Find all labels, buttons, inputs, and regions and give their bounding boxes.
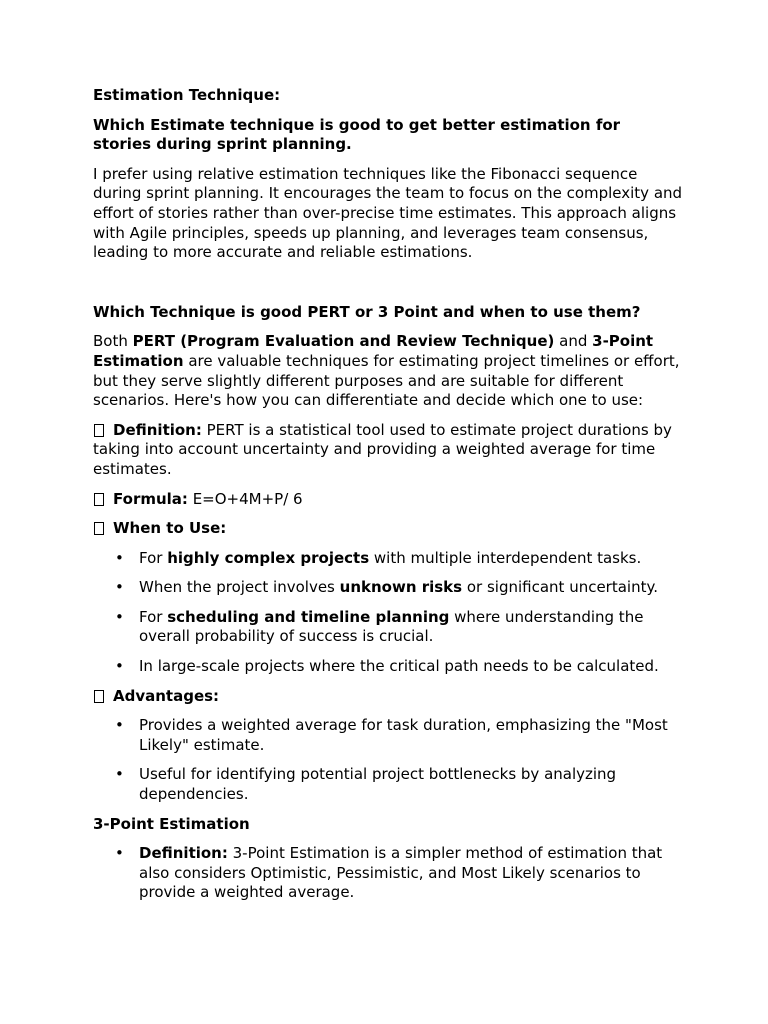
list-item-pre: When the project involves [139, 578, 340, 597]
three-point-definition-label: Definition: [139, 844, 228, 863]
list-item-post: or significant uncertainty. [462, 578, 658, 597]
pert-definition-text: PERT is a statistical tool used to estimate project durations by taking into account uncertainty and providing a weighted average for time estimates. [93, 420, 672, 478]
pert-formula-label: Formula: [113, 489, 188, 508]
list-item-bold: unknown risks [339, 578, 463, 597]
pert-advantages-heading [93, 687, 683, 707]
list-item [93, 657, 683, 677]
bullet-icon: • [115, 657, 124, 676]
bullet-icon: • [115, 716, 124, 735]
list-item-text: Provides a weighted average for task duration, emphasizing the "Most Likely" estimate. [139, 716, 668, 754]
list-item [93, 549, 683, 569]
bullet-icon: • [115, 578, 124, 597]
intro-bold-3point: 3-Point Estimation [93, 332, 654, 370]
list-item [93, 844, 683, 903]
intro-text-2: and [554, 332, 593, 351]
spacer [93, 273, 683, 303]
intro-text-3: are valuable techniques for estimating project timelines or effort, but they serve slightly different purposes and are suitable for different scenarios. Here's how you can differentiate and decide which one to use: [93, 351, 680, 410]
document-page [93, 86, 683, 913]
answer-paragraph-1: I prefer using relative estimation techniques like the Fibonacci sequence during sprint planning. It encourages the team to focus on the complexity and effort of stories rather than over-precise time estimates. This approach aligns with Agile principles, speeds up planning, and leverages team consensus, leading to more accurate and reliable estimations. [93, 164, 683, 262]
list-item-pre: For [139, 548, 168, 567]
pert-when-label: When to Use: [113, 519, 227, 538]
three-point-definition-text: 3-Point Estimation is a simpler method of estimation that also considers Optimistic, Pessimistic, and Most Likely scenarios to provide a weighted average. [139, 844, 663, 902]
list-item-text: Useful for identifying potential project bottlenecks by analyzing dependencies. [139, 765, 617, 804]
missing-glyph-icon [94, 424, 104, 437]
question-heading-1: Which Estimate technique is good to get better estimation for stories during sprint planning. [93, 115, 621, 154]
pert-formula [93, 490, 683, 510]
missing-glyph-icon [94, 493, 104, 506]
pert-advantages-list [93, 716, 683, 804]
pert-when-list [93, 549, 683, 677]
missing-glyph-icon [94, 522, 104, 535]
list-item-post: where understanding the overall probability of success is crucial. [139, 607, 644, 646]
pert-formula-text: E=O+4M+P/ 6 [187, 489, 303, 508]
bullet-icon: • [115, 607, 124, 626]
bullet-icon: • [115, 548, 124, 567]
list-item [93, 578, 683, 598]
list-item-bold: highly complex projects [167, 548, 370, 567]
pert-definition-label: Definition: [113, 420, 202, 439]
three-point-heading: 3-Point Estimation [93, 814, 250, 833]
bullet-icon: • [115, 765, 124, 784]
list-item-pre: In large-scale projects where the critical path needs to be calculated. [139, 657, 659, 676]
list-item [93, 765, 683, 804]
intro-bold-pert: PERT (Program Evaluation and Review Technique) [132, 332, 555, 351]
list-item [93, 716, 683, 755]
bullet-icon: • [115, 844, 124, 863]
intro-paragraph [93, 332, 683, 410]
list-item-pre: For [139, 607, 168, 626]
intro-text-1: Both [93, 332, 133, 351]
missing-glyph-icon [94, 690, 104, 703]
list-item [93, 608, 683, 647]
list-item-bold: scheduling and timeline planning [167, 607, 450, 626]
list-item-post: with multiple interdependent tasks. [369, 548, 642, 567]
document-title: Estimation Technique: [93, 86, 281, 104]
pert-when-heading [93, 519, 683, 539]
pert-advantages-label: Advantages: [113, 686, 220, 705]
pert-definition [93, 421, 683, 480]
question-heading-2: Which Technique is good PERT or 3 Point and when to use them? [93, 302, 641, 321]
three-point-list [93, 844, 683, 903]
